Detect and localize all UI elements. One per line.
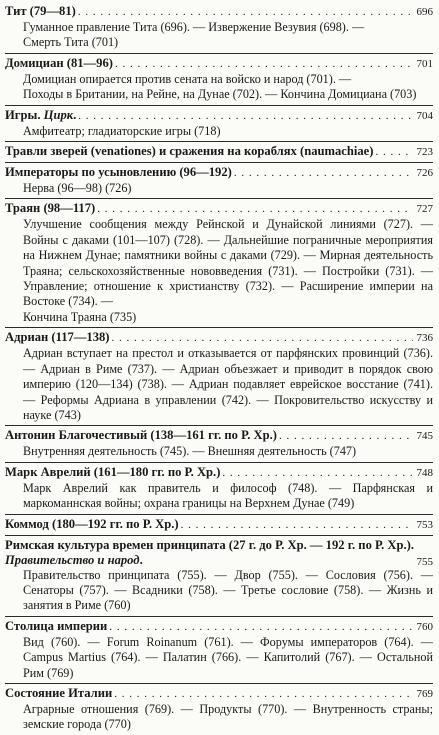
toc-entry bbox=[5, 536, 433, 617]
entry-heading: Адриан (117—138) bbox=[5, 330, 110, 345]
toc-entry bbox=[5, 163, 433, 199]
toc-entry bbox=[5, 328, 433, 426]
heading-italic-part: Правительство и народ bbox=[5, 552, 140, 567]
entry-subtopics bbox=[5, 444, 433, 459]
page-number: 704 bbox=[416, 109, 433, 122]
entry-subtopics bbox=[5, 217, 433, 325]
entry-heading: Травли зверей (venationes) и сражения на кораблях (naumachiae) bbox=[5, 144, 374, 159]
entry-subtopics bbox=[5, 346, 433, 423]
entry-heading: Марк Аврелий (161—180 гг. по Р. Хр.) bbox=[5, 464, 221, 479]
subtopic-line: Улучшение сообщения между Рейнской и Дунайской линиями (727). — Войны с даками (101—107) (728). — Дальнейшие пограничные мероприятия на Нижнем Дунае; памятники войны с даками (729). — Мирная деятельность Траяна; сельскохозяйственные нововведения (731). — Постройки (731). — Управление; отношение к христианству (732). — Расширение империи на Востоке (734). — bbox=[23, 217, 433, 309]
subtopic-line: Гуманное правление Тита (696). — Извержение Везувия (698). — bbox=[23, 20, 365, 34]
entry-subtopics bbox=[5, 72, 433, 103]
entry-subtopics bbox=[5, 568, 433, 614]
toc-entry bbox=[5, 515, 433, 536]
subtopic-line: Походы в Британии, на Рейне, на Дунае (702). — Кончина Домициана (703) bbox=[23, 87, 417, 102]
entry-subtopics bbox=[5, 481, 433, 512]
toc-entry bbox=[5, 617, 433, 684]
dot-leader bbox=[78, 109, 412, 124]
table-of-contents bbox=[5, 2, 433, 735]
dot-leader bbox=[109, 620, 412, 635]
toc-entry bbox=[5, 106, 433, 142]
heading-italic-part: Цирк bbox=[43, 107, 74, 122]
page-number: 760 bbox=[416, 620, 433, 633]
page-number: 727 bbox=[416, 203, 433, 216]
entry-heading: Антонин Благочестивый (138—161 гг. по Р. Хр.) bbox=[5, 428, 277, 443]
page-number: 736 bbox=[416, 332, 433, 345]
dot-leader bbox=[181, 518, 413, 533]
toc-entry bbox=[5, 426, 433, 462]
page-number: 726 bbox=[416, 167, 433, 180]
page-number: 753 bbox=[416, 518, 433, 531]
page-number: 701 bbox=[416, 57, 433, 70]
subtopic-line: Правительство принципата (755). — Двор (755). — Сословия (756). — Сенаторы (757). — Всадники (758). — Третье сословие (758). — Жизнь и занятия в Риме (760) bbox=[23, 567, 433, 613]
toc-entry bbox=[5, 142, 433, 163]
page-number: 755 bbox=[416, 555, 433, 568]
entry-heading: Игры. Цирк. bbox=[5, 107, 77, 122]
toc-entry bbox=[5, 54, 433, 106]
dot-leader bbox=[97, 202, 412, 217]
page-number: 748 bbox=[416, 466, 433, 479]
entry-heading: Тит (79—81) bbox=[5, 4, 76, 18]
page-number: 723 bbox=[416, 146, 433, 159]
dot-leader bbox=[234, 166, 413, 181]
entry-heading: Столица империи bbox=[5, 618, 108, 633]
subtopic-line: Домициан опирается против сената на войско и народ (701). — bbox=[23, 71, 352, 86]
toc-entry bbox=[5, 2, 433, 54]
dot-leader bbox=[279, 429, 413, 444]
dot-leader bbox=[375, 145, 412, 160]
subtopic-line: Смерть Тита (701) bbox=[23, 35, 119, 50]
subtopic-line: Внутренняя деятельность (745). — Внешняя деятельность (747) bbox=[23, 444, 357, 459]
entry-heading: Состояние Италии bbox=[5, 685, 113, 700]
entry-subtopics bbox=[5, 20, 433, 51]
entry-subtopics bbox=[5, 124, 433, 139]
entry-subtopics bbox=[5, 181, 433, 196]
subtopic-line: Адриан вступает на престол и отказывается от парфянских провинций (736). — Адриан в Риме (737). — Адриан объезжает и приводит в порядок свою империю (120—134) (738). — Адриан подавляет еврейское восстание (741). — Реформы Адриана в управлении (742). — Покровительство искусству и науке (743) bbox=[23, 346, 433, 422]
subtopic-line: Марк Аврелий как правитель и философ (748). — Парфянская и маркоманнская войны; охрана границы на Верхнем Дунае (749) bbox=[23, 480, 433, 511]
subtopic-line: Кончина Траяна (735) bbox=[23, 309, 137, 324]
entry-heading: Римская культура времен принципата (27 г. до Р. Хр. — 192 г. по Р. Хр.). Правительство и народ. bbox=[5, 537, 415, 567]
subtopic-line: Вид (760). — Forum Roinanum (761). — Форумы императоров (764). — Campus Martius (764). — Палатин (766). — Капитолий (767). — Остальной Рим (769) bbox=[23, 634, 433, 680]
dot-leader bbox=[115, 57, 413, 72]
dot-leader bbox=[78, 5, 413, 20]
page-number: 745 bbox=[416, 430, 433, 443]
entry-subtopics bbox=[5, 702, 433, 733]
dot-leader bbox=[112, 331, 413, 346]
toc-entry bbox=[5, 463, 433, 515]
entry-heading: Императоры по усыновлению (96—192) bbox=[5, 165, 232, 180]
dot-leader bbox=[222, 466, 412, 481]
page-number: 696 bbox=[416, 6, 433, 18]
entry-subtopics bbox=[5, 635, 433, 681]
entry-heading: Коммод (180—192 гг. по Р. Хр.) bbox=[5, 516, 179, 531]
subtopic-line: Аграрные отношения (769). — Продукты (770). — Внутренность страны; земские города (770) bbox=[23, 701, 433, 732]
subtopic-line: Нерва (96—98) (726) bbox=[23, 181, 132, 196]
entry-heading: Траян (98—117) bbox=[5, 201, 96, 216]
page-number: 769 bbox=[416, 687, 433, 700]
toc-entry bbox=[5, 199, 433, 328]
entry-heading: Домициан (81—96) bbox=[5, 55, 113, 70]
toc-entry bbox=[5, 684, 433, 735]
subtopic-line: Амфитеатр; гладиаторские игры (718) bbox=[23, 123, 221, 138]
